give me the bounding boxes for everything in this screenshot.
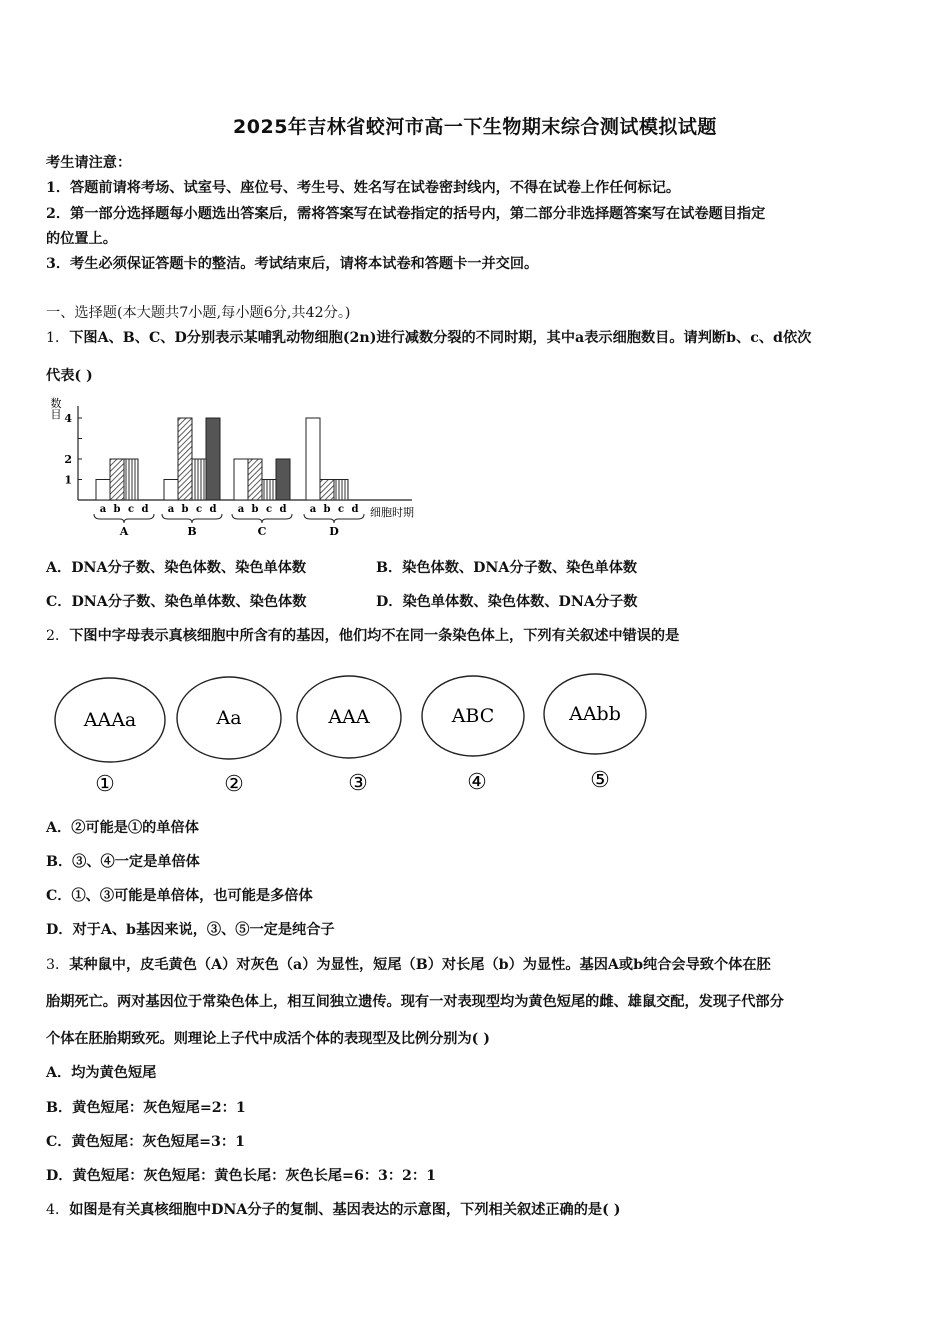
tick-B-c: c <box>195 504 203 515</box>
q3-stem-line1 <box>46 954 771 974</box>
tick-C-c: c <box>265 504 273 515</box>
q2-number: 2． <box>46 628 70 644</box>
tick-B-d: d <box>209 504 217 515</box>
cell-1 <box>55 678 165 797</box>
tick-A-d: d <box>141 504 149 515</box>
q3-stem-text: 某种鼠中，皮毛黄色（A）对灰色（a）为显性，短尾（B）对长尾（b）为显性。基因A或b纯合会导致个体在胚 <box>69 957 771 973</box>
q3-stem-line3: 个体在胚胎期致死。则理论上子代中成活个体的表现型及比例分别为( ) <box>46 1031 490 1047</box>
cell-2-genes: Aa <box>216 707 242 729</box>
cell-5 <box>544 674 646 793</box>
q2-option-a[interactable]: A．②可能是①的单倍体 <box>46 820 199 836</box>
x-axis-label: 细胞时期 <box>370 506 414 519</box>
q4-stem-text: 如图是有关真核细胞中DNA分子的复制、基因表达的示意图，下列相关叙述正确的是( ) <box>69 1202 621 1218</box>
q3-option-d[interactable]: D．黄色短尾：灰色短尾：黄色长尾：灰色长尾=6：3：2：1 <box>46 1168 436 1184</box>
tick-C-d: d <box>279 504 287 515</box>
cell-3-genes: AAA <box>328 706 370 728</box>
q2-option-d[interactable]: D．对于A、b基因来说，③、⑤一定是纯合子 <box>46 922 335 938</box>
q2-cell-diagram <box>40 668 680 800</box>
tick-A-a: a <box>99 504 107 515</box>
q2-stem-text: 下图中字母表示真核细胞中所含有的基因，他们均不在同一条染色体上，下列有关叙述中错误的是 <box>69 628 680 644</box>
cell-2 <box>177 677 281 797</box>
cell-2-label: ② <box>224 772 244 797</box>
section-heading: 一、选择题(本大题共7小题,每小题6分,共42分。) <box>46 305 351 321</box>
q2-option-c[interactable]: C．①、③可能是单倍体，也可能是多倍体 <box>46 888 313 904</box>
y-axis-label-char-1: 数 <box>50 397 62 410</box>
q4-stem <box>46 1199 620 1219</box>
bar-A-c <box>124 459 138 500</box>
brace-C <box>232 514 292 523</box>
cell-5-genes: AAbb <box>569 703 621 725</box>
tick-A-b: b <box>113 504 121 515</box>
group-label-B: B <box>187 525 197 535</box>
tick-D-d: d <box>351 504 359 515</box>
bar-B-c <box>192 459 206 500</box>
page-title: 2025年吉林省蛟河市高一下生物期末综合测试模拟试题 <box>233 116 717 138</box>
group-label-D: D <box>329 525 339 535</box>
brace-A <box>94 514 154 523</box>
cell-4-genes: ABC <box>451 705 495 727</box>
tick-D-a: a <box>309 504 317 515</box>
cell-1-label: ① <box>95 772 115 797</box>
cell-1-genes: AAAa <box>83 709 137 731</box>
tick-A-c: c <box>127 504 135 515</box>
q3-option-c[interactable]: C．黄色短尾：灰色短尾=3：1 <box>46 1134 245 1150</box>
tick-C-b: b <box>251 504 259 515</box>
q4-number: 4． <box>46 1202 70 1218</box>
notice-item-2: 2．第一部分选择题每小题选出答案后，需将答案写在试卷指定的括号内，第二部分非选择题答案写在试卷题目指定 <box>46 206 766 222</box>
cell-3 <box>297 676 401 796</box>
tick-B-b: b <box>181 504 189 515</box>
y-tick-label-1: 1 <box>64 473 72 487</box>
brace-B <box>162 514 222 523</box>
y-tick-label-4: 4 <box>64 412 72 425</box>
notice-item-1: 1．答题前请将考场、试室号、座位号、考生号、姓名写在试卷密封线内，不得在试卷上作任何标记。 <box>46 180 681 196</box>
tick-C-a: a <box>237 504 245 515</box>
q3-number: 3． <box>46 957 70 973</box>
tick-D-b: b <box>323 504 331 515</box>
cell-3-label: ③ <box>348 771 368 796</box>
brace-D <box>304 514 364 523</box>
bar-D-b <box>320 480 334 501</box>
y-tick-label-2: 2 <box>64 453 72 466</box>
tick-B-a: a <box>167 504 175 515</box>
cell-4 <box>422 676 524 795</box>
q2-stem <box>46 625 679 645</box>
notice-item-2-cont: 的位置上。 <box>46 231 117 247</box>
q1-option-d[interactable]: D．染色单体数、染色体数、DNA分子数 <box>376 594 638 610</box>
q1-stem-line1 <box>46 327 811 347</box>
bar-C-a <box>234 459 248 500</box>
q1-number: 1． <box>46 330 70 346</box>
q1-option-b[interactable]: B．染色体数、DNA分子数、染色单体数 <box>376 560 638 576</box>
q1-option-a[interactable]: A．DNA分子数、染色体数、染色单体数 <box>46 560 307 576</box>
q2-option-b[interactable]: B．③、④一定是单倍体 <box>46 854 200 870</box>
q1-options-row1 <box>46 557 638 577</box>
q1-option-c[interactable]: C．DNA分子数、染色单体数、染色体数 <box>46 594 307 610</box>
q1-bar-chart <box>44 390 444 535</box>
bar-A-b <box>110 459 124 500</box>
q1-options-row2 <box>46 591 638 611</box>
q3-stem-line2: 胎期死亡。两对基因位于常染色体上，相互间独立遗传。现有一对表现型均为黄色短尾的雌、雄鼠交配，发现子代部分 <box>46 994 784 1010</box>
bar-C-c <box>262 480 276 501</box>
q1-stem-text: 下图A、B、C、D分别表示某哺乳动物细胞(2n)进行减数分裂的不同时期，其中a表示细胞数目。请判断b、c、d依次 <box>69 330 812 346</box>
notice-heading: 考生请注意： <box>46 155 132 171</box>
bar-D-a <box>306 418 320 500</box>
bar-B-a <box>164 480 178 501</box>
group-label-A: A <box>119 525 129 535</box>
bar-B-b <box>178 418 192 500</box>
bar-D-c <box>334 480 348 501</box>
bar-B-d <box>206 418 220 500</box>
bar-C-b <box>248 459 262 500</box>
group-label-C: C <box>257 525 267 535</box>
q1-stem-line2: 代表( ) <box>46 368 93 384</box>
cell-5-label: ⑤ <box>590 768 610 793</box>
bar-C-d <box>276 459 290 500</box>
q3-option-b[interactable]: B．黄色短尾：灰色短尾=2：1 <box>46 1100 246 1116</box>
y-axis-label-char-2: 目 <box>50 408 62 421</box>
q3-option-a[interactable]: A．均为黄色短尾 <box>46 1065 157 1081</box>
bar-A-a <box>96 480 110 501</box>
notice-item-3: 3．考生必须保证答题卡的整洁。考试结束后，请将本试卷和答题卡一并交回。 <box>46 256 539 272</box>
cell-4-label: ④ <box>467 770 487 795</box>
tick-D-c: c <box>337 504 345 515</box>
